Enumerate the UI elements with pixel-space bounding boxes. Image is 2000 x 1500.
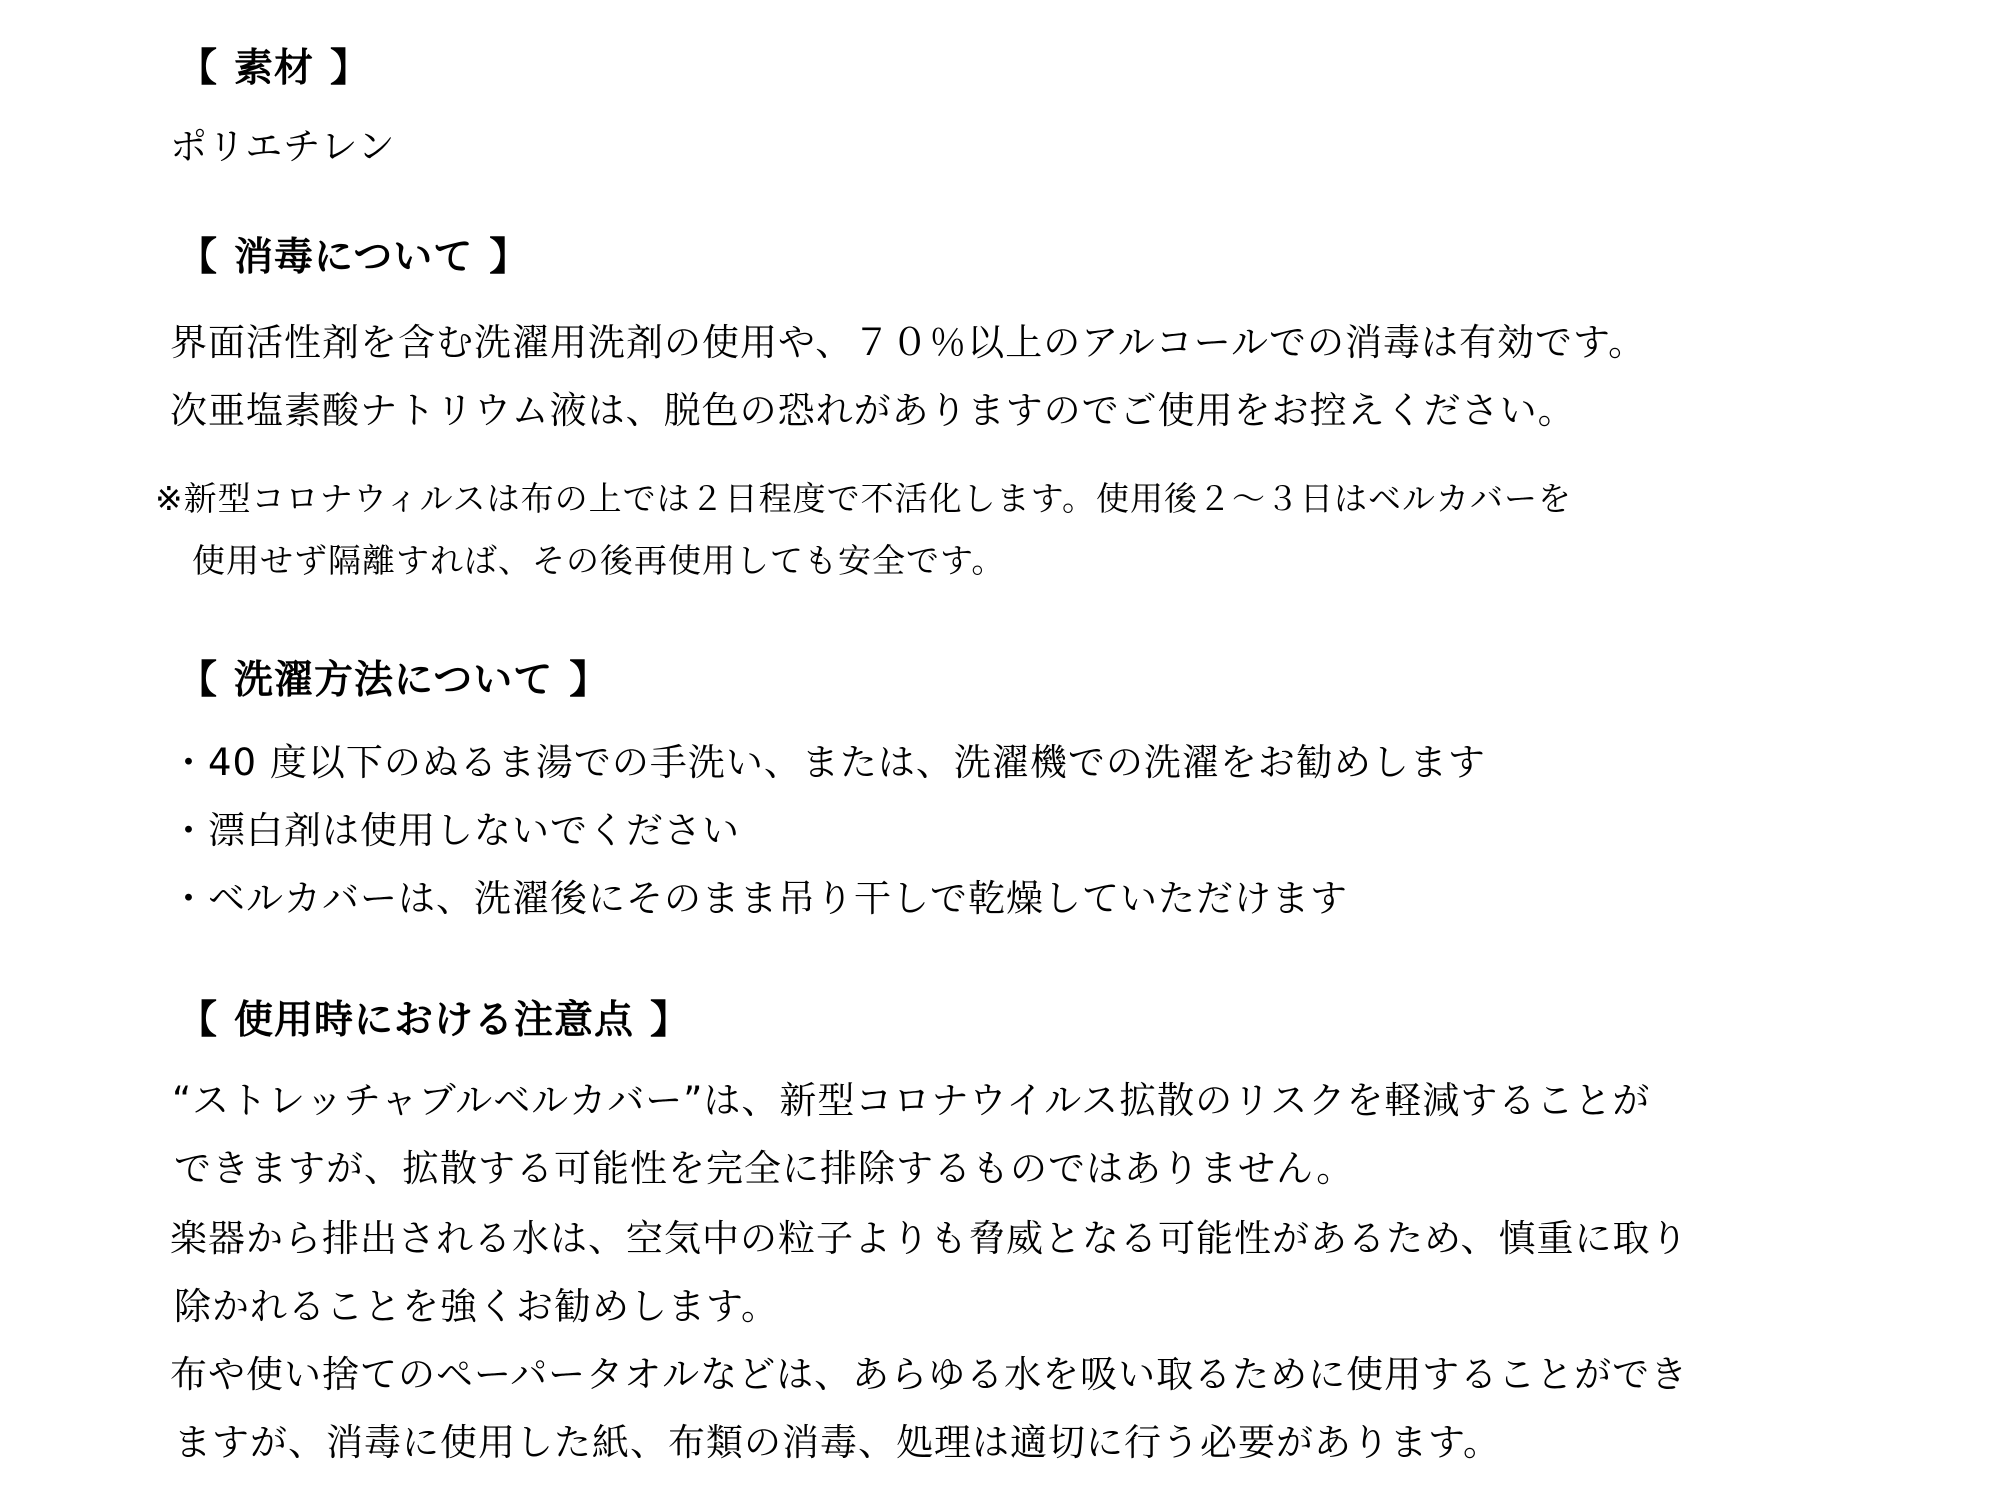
cautions-line: できますが、拡散する可能性を完全に排除するものではありません。 [174,1147,1355,1190]
bracket-open: 【 [178,235,219,280]
section-heading-washing [178,658,609,704]
heading-text: 洗濯方法について [234,658,554,703]
heading-text: 素材 [234,46,315,91]
cautions-line: 除かれることを強くお勧めします。 [174,1285,780,1328]
bracket-close: 】 [489,235,530,280]
bracket-open: 【 [178,658,219,703]
section-heading-disinfection [178,235,529,281]
disinfection-line: 界面活性剤を含む洗濯用洗剤の使用や、７０％以上のアルコールでの消毒は有効です。 [170,321,1647,364]
cautions-line: “ストレッチャブルベルカバー”は、新型コロナウイルス拡散のリスクを軽減することが [172,1079,1651,1122]
heading-text: 使用時における注意点 [234,998,635,1043]
bracket-close: 】 [330,46,371,91]
cautions-line: 布や使い捨てのペーパータオルなどは、あらゆる水を吸い取るために使用することができ [170,1353,1689,1396]
bracket-open: 【 [178,46,219,91]
disinfection-line: 次亜塩素酸ナトリウム液は、脱色の恐れがありますのでご使用をお控えください。 [170,389,1576,432]
bracket-close: 】 [569,658,610,703]
washing-line: ・漂白剤は使用しないでください [170,809,740,852]
washing-line: ・ベルカバーは、洗濯後にそのまま吊り干しで乾燥していただけます [170,877,1348,920]
washing-line: ・40 度以下のぬるま湯での手洗い、または、洗濯機での洗濯をお勧めします [170,741,1486,784]
material-line: ポリエチレン [170,125,396,168]
section-heading-material [178,46,370,92]
cautions-line: 楽器から排出される水は、空気中の粒子よりも脅威となる可能性があるため、慎重に取り [170,1217,1689,1260]
bracket-close: 】 [650,998,691,1043]
disinfection-note-line: ※新型コロナウィルスは布の上では２日程度で不活化します。使用後２～３日はベルカバーを [155,479,1573,518]
cautions-line: ますが、消毒に使用した紙、布類の消毒、処理は適切に行う必要があります。 [174,1421,1502,1464]
disinfection-note-line: 使用せず隔離すれば、その後再使用しても安全です。 [192,541,1006,580]
bracket-open: 【 [178,998,219,1043]
heading-text: 消毒について [234,235,474,280]
section-heading-cautions [178,998,690,1044]
